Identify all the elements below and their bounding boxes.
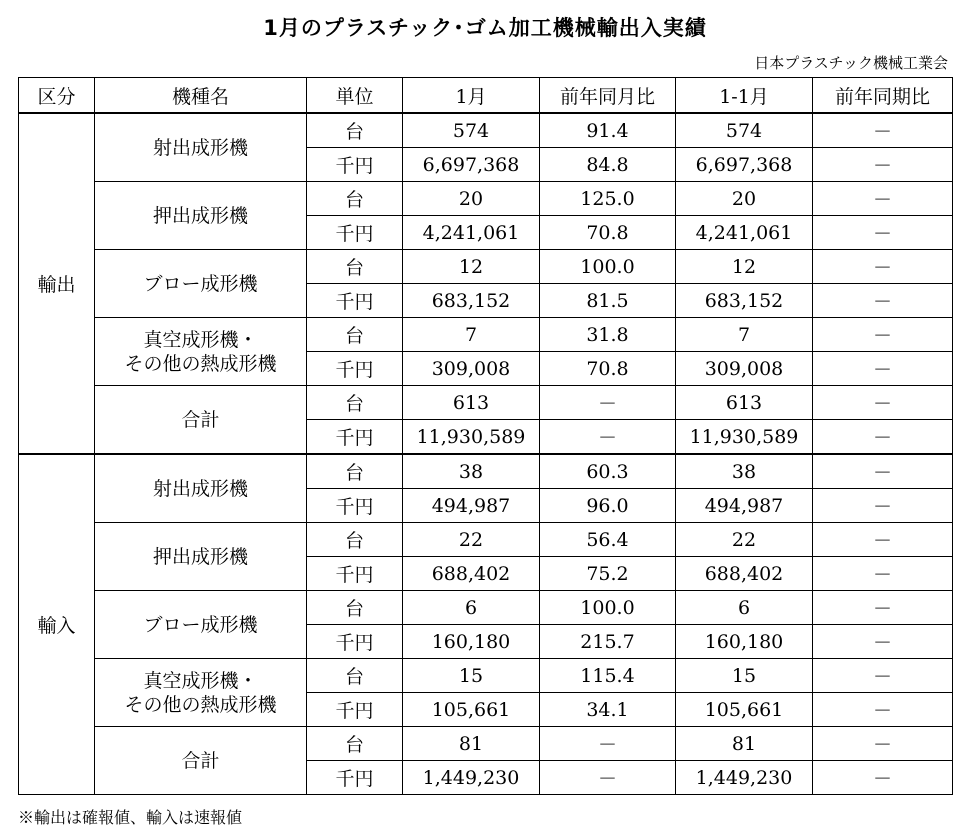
month-yoy-value: 215.7 [540, 625, 676, 659]
ytd-value: 683,152 [676, 284, 813, 318]
month-yoy-value: － [540, 761, 676, 795]
machine-name [95, 386, 307, 455]
month-yoy-value: － [540, 386, 676, 420]
ytd-yoy-value: － [813, 148, 953, 182]
month-yoy-value: 81.5 [540, 284, 676, 318]
unit-cell: 台 [307, 591, 403, 625]
machine-name-line: ブロー成形機 [143, 272, 258, 295]
unit-cell: 台 [307, 727, 403, 761]
unit-cell: 台 [307, 659, 403, 693]
month-yoy-value: － [540, 420, 676, 455]
ytd-value: 15 [676, 659, 813, 693]
unit-cell: 千円 [307, 420, 403, 455]
month-value: 6 [403, 591, 540, 625]
ytd-yoy-value: － [813, 659, 953, 693]
month-yoy-value: 96.0 [540, 489, 676, 523]
ytd-yoy-value: － [813, 727, 953, 761]
ytd-yoy-value: － [813, 216, 953, 250]
ytd-value: 6 [676, 591, 813, 625]
ytd-yoy-value: － [813, 113, 953, 148]
machine-name [95, 727, 307, 795]
month-yoy-value: 31.8 [540, 318, 676, 352]
ytd-yoy-value: － [813, 489, 953, 523]
ytd-yoy-value: － [813, 250, 953, 284]
ytd-yoy-value: － [813, 182, 953, 216]
month-value: 105,661 [403, 693, 540, 727]
machine-name-line: 合計 [181, 408, 220, 431]
month-value: 20 [403, 182, 540, 216]
month-yoy-value: 56.4 [540, 523, 676, 557]
month-value: 688,402 [403, 557, 540, 591]
ytd-value: 574 [676, 113, 813, 148]
ytd-value: 613 [676, 386, 813, 420]
month-yoy-value: 70.8 [540, 216, 676, 250]
machine-name-line: 合計 [181, 749, 220, 772]
month-yoy-value: 60.3 [540, 454, 676, 489]
month-yoy-value: 70.8 [540, 352, 676, 386]
header-ytd: 1-1月 [676, 78, 813, 114]
ytd-yoy-value: － [813, 454, 953, 489]
month-value: 494,987 [403, 489, 540, 523]
page-title: 1月のプラスチック･ゴム加工機械輸出入実績 [263, 16, 707, 40]
unit-cell: 千円 [307, 216, 403, 250]
machine-name [95, 318, 307, 386]
ytd-yoy-value: － [813, 557, 953, 591]
machine-name [95, 659, 307, 727]
unit-cell: 千円 [307, 557, 403, 591]
ytd-yoy-value: － [813, 625, 953, 659]
ytd-value: 6,697,368 [676, 148, 813, 182]
trade-results-table [18, 77, 953, 795]
ytd-value: 12 [676, 250, 813, 284]
ytd-yoy-value: － [813, 420, 953, 455]
month-yoy-value: － [540, 727, 676, 761]
ytd-value: 81 [676, 727, 813, 761]
header-machine-type: 機種名 [95, 78, 307, 114]
ytd-value: 160,180 [676, 625, 813, 659]
month-yoy-value: 91.4 [540, 113, 676, 148]
footnote: ※輸出は確報値、輸入は速報値 [18, 808, 243, 827]
machine-name-line: 射出成形機 [152, 136, 248, 159]
month-value: 81 [403, 727, 540, 761]
unit-cell: 台 [307, 523, 403, 557]
machine-name [95, 591, 307, 659]
month-yoy-value: 84.8 [540, 148, 676, 182]
table-row [19, 727, 953, 761]
ytd-value: 11,930,589 [676, 420, 813, 455]
header-category: 区分 [19, 78, 95, 114]
ytd-value: 7 [676, 318, 813, 352]
header-month-yoy: 前年同月比 [540, 78, 676, 114]
unit-cell: 千円 [307, 693, 403, 727]
table-row [19, 182, 953, 216]
unit-cell: 台 [307, 250, 403, 284]
month-yoy-value: 115.4 [540, 659, 676, 693]
machine-name-line: 押出成形機 [152, 545, 248, 568]
section-label: 輸入 [19, 454, 95, 795]
ytd-yoy-value: － [813, 591, 953, 625]
ytd-value: 105,661 [676, 693, 813, 727]
ytd-yoy-value: － [813, 386, 953, 420]
section-1 [19, 454, 953, 795]
month-value: 4,241,061 [403, 216, 540, 250]
month-value: 7 [403, 318, 540, 352]
ytd-value: 1,449,230 [676, 761, 813, 795]
ytd-yoy-value: － [813, 352, 953, 386]
month-yoy-value: 100.0 [540, 591, 676, 625]
table-row [19, 523, 953, 557]
month-yoy-value: 100.0 [540, 250, 676, 284]
machine-name [95, 250, 307, 318]
month-value: 309,008 [403, 352, 540, 386]
table-row [19, 659, 953, 693]
machine-name [95, 454, 307, 523]
unit-cell: 千円 [307, 148, 403, 182]
machine-name-line: 真空成形機・ [143, 328, 258, 351]
ytd-yoy-value: － [813, 761, 953, 795]
unit-cell: 千円 [307, 352, 403, 386]
ytd-value: 309,008 [676, 352, 813, 386]
month-value: 613 [403, 386, 540, 420]
month-yoy-value: 34.1 [540, 693, 676, 727]
month-value: 22 [403, 523, 540, 557]
section-0 [19, 113, 953, 454]
month-value: 15 [403, 659, 540, 693]
ytd-yoy-value: － [813, 693, 953, 727]
ytd-value: 494,987 [676, 489, 813, 523]
unit-cell: 台 [307, 454, 403, 489]
ytd-yoy-value: － [813, 284, 953, 318]
table-row [19, 386, 953, 420]
machine-name-line: 真空成形機・ [143, 669, 258, 692]
machine-name [95, 523, 307, 591]
month-value: 683,152 [403, 284, 540, 318]
unit-cell: 千円 [307, 284, 403, 318]
header-unit: 単位 [307, 78, 403, 114]
unit-cell: 台 [307, 318, 403, 352]
table-row [19, 318, 953, 352]
machine-name [95, 113, 307, 182]
machine-name-line: 押出成形機 [152, 204, 248, 227]
month-value: 12 [403, 250, 540, 284]
section-label: 輸出 [19, 113, 95, 454]
organization-name: 日本プラスチック機械工業会 [754, 54, 948, 72]
machine-name-line: ブロー成形機 [143, 613, 258, 636]
month-value: 160,180 [403, 625, 540, 659]
unit-cell: 千円 [307, 761, 403, 795]
ytd-value: 20 [676, 182, 813, 216]
header-month: 1月 [403, 78, 540, 114]
month-yoy-value: 75.2 [540, 557, 676, 591]
month-yoy-value: 125.0 [540, 182, 676, 216]
ytd-value: 22 [676, 523, 813, 557]
machine-name-line: その他の熱成形機 [124, 352, 277, 375]
unit-cell: 台 [307, 113, 403, 148]
month-value: 11,930,589 [403, 420, 540, 455]
month-value: 1,449,230 [403, 761, 540, 795]
table-row [19, 591, 953, 625]
ytd-yoy-value: － [813, 318, 953, 352]
header-ytd-yoy: 前年同期比 [813, 78, 953, 114]
ytd-value: 38 [676, 454, 813, 489]
month-value: 574 [403, 113, 540, 148]
unit-cell: 千円 [307, 625, 403, 659]
machine-name-line: 射出成形機 [152, 477, 248, 500]
table-row [19, 250, 953, 284]
machine-name [95, 182, 307, 250]
ytd-value: 688,402 [676, 557, 813, 591]
unit-cell: 台 [307, 182, 403, 216]
table-row [19, 454, 953, 489]
month-value: 38 [403, 454, 540, 489]
header-row [19, 78, 953, 114]
unit-cell: 台 [307, 386, 403, 420]
machine-name-line: その他の熱成形機 [124, 693, 277, 716]
unit-cell: 千円 [307, 489, 403, 523]
ytd-yoy-value: － [813, 523, 953, 557]
table-row [19, 113, 953, 148]
ytd-value: 4,241,061 [676, 216, 813, 250]
month-value: 6,697,368 [403, 148, 540, 182]
